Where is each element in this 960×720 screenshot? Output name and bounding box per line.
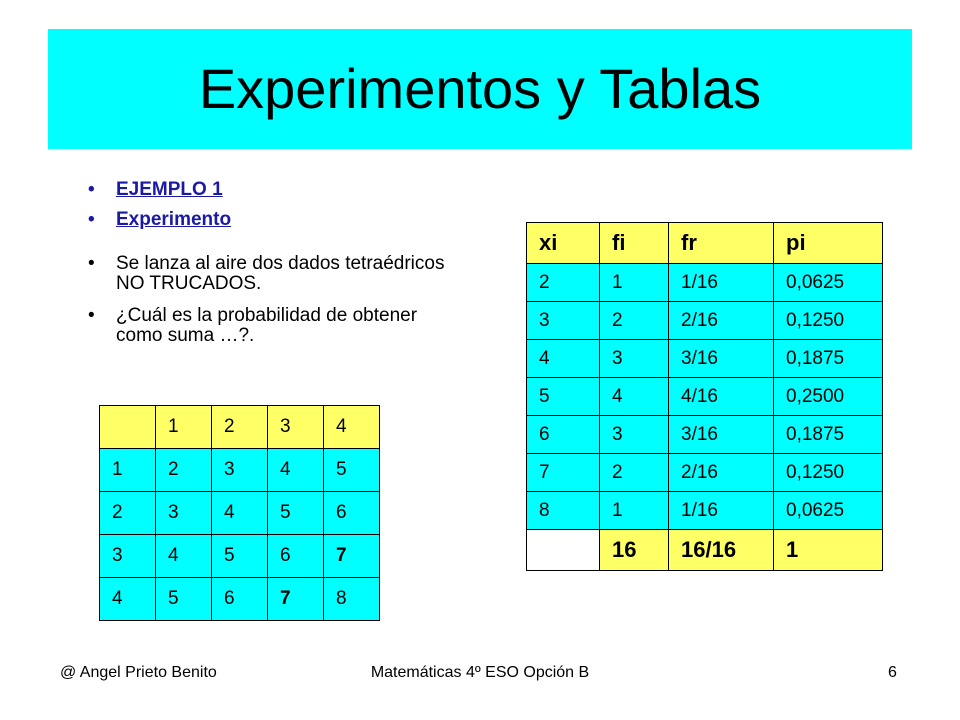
- table-cell: 1: [100, 449, 156, 492]
- table-cell: 3/16: [669, 340, 774, 378]
- table-cell: 7: [268, 578, 324, 621]
- table-header-cell: fi: [600, 223, 669, 264]
- table-cell: [527, 530, 600, 571]
- table-cell: [100, 406, 156, 449]
- table-cell: 5: [268, 492, 324, 535]
- table-header-cell: fr: [669, 223, 774, 264]
- footer-course: Matemáticas 4º ESO Opción B: [370, 664, 590, 681]
- table-cell: 0,0625: [774, 492, 883, 530]
- table-header-cell: xi: [527, 223, 600, 264]
- table-row: [527, 340, 883, 378]
- table-cell: 16: [600, 530, 669, 571]
- title-banner: [48, 29, 912, 149]
- table-cell: 6: [324, 492, 380, 535]
- table-cell: 3: [156, 492, 212, 535]
- table-cell: 5: [527, 378, 600, 416]
- table-cell: 4: [156, 535, 212, 578]
- table-cell: 0,1875: [774, 416, 883, 454]
- table-cell: 5: [156, 578, 212, 621]
- table-cell: 2: [156, 449, 212, 492]
- table-cell: 3: [527, 302, 600, 340]
- table-row: [527, 378, 883, 416]
- table-header-row: [527, 223, 883, 264]
- table-cell: 1/16: [669, 492, 774, 530]
- table-cell: 5: [324, 449, 380, 492]
- table-cell: 6: [212, 578, 268, 621]
- table-cell: 2: [100, 492, 156, 535]
- table-cell: 0,0625: [774, 264, 883, 302]
- table-cell: 5: [212, 535, 268, 578]
- table-cell: 1/16: [669, 264, 774, 302]
- table-cell: 16/16: [669, 530, 774, 571]
- statement-text: • Se lanza al aire dos dados tetraédricos NO TRUCADOS.: [88, 254, 448, 294]
- table-cell: 2: [212, 406, 268, 449]
- table-row: [527, 264, 883, 302]
- table-total-row: [527, 530, 883, 571]
- table-row: [527, 492, 883, 530]
- table-cell: 1: [156, 406, 212, 449]
- bullet-list: [88, 180, 448, 358]
- table-header-row: [100, 406, 380, 449]
- table-cell: 2/16: [669, 454, 774, 492]
- table-cell: 3: [600, 416, 669, 454]
- table-row: [527, 302, 883, 340]
- table-cell: 0,1250: [774, 302, 883, 340]
- table-cell: 8: [324, 578, 380, 621]
- table-cell: 2: [600, 302, 669, 340]
- example-link[interactable]: • EJEMPLO 1: [88, 180, 448, 200]
- table-cell: 2: [527, 264, 600, 302]
- table-cell: 4/16: [669, 378, 774, 416]
- table-cell: 2/16: [669, 302, 774, 340]
- table-cell: 7: [324, 535, 380, 578]
- table-cell: 3: [100, 535, 156, 578]
- table-row: [100, 535, 380, 578]
- table-row: [527, 416, 883, 454]
- footer-author: @ Angel Prieto Benito: [60, 664, 217, 681]
- table-cell: 3: [212, 449, 268, 492]
- table-cell: 6: [268, 535, 324, 578]
- table-cell: 2: [600, 454, 669, 492]
- dice-sum-table: [99, 405, 380, 621]
- table-cell: 4: [600, 378, 669, 416]
- table-cell: 1: [774, 530, 883, 571]
- table-cell: 4: [100, 578, 156, 621]
- slide-title: Experimentos y Tablas: [198, 57, 762, 120]
- table-cell: 0,1250: [774, 454, 883, 492]
- footer-page-number: 6: [888, 664, 897, 681]
- table-cell: 4: [527, 340, 600, 378]
- table-cell: 1: [600, 492, 669, 530]
- table-cell: 3: [268, 406, 324, 449]
- frequency-table: [526, 222, 883, 571]
- table-row: [527, 454, 883, 492]
- table-cell: 1: [600, 264, 669, 302]
- table-cell: 3: [600, 340, 669, 378]
- table-cell: 4: [212, 492, 268, 535]
- experiment-link[interactable]: • Experimento: [88, 210, 448, 230]
- question-text: • ¿Cuál es la probabilidad de obtener como suma …?.: [88, 306, 448, 346]
- table-cell: 0,1875: [774, 340, 883, 378]
- table-row: [100, 578, 380, 621]
- table-cell: 7: [527, 454, 600, 492]
- table-cell: 4: [324, 406, 380, 449]
- table-row: [100, 449, 380, 492]
- table-cell: 0,2500: [774, 378, 883, 416]
- table-row: [100, 492, 380, 535]
- table-cell: 6: [527, 416, 600, 454]
- table-cell: 3/16: [669, 416, 774, 454]
- table-header-cell: pi: [774, 223, 883, 264]
- table-cell: 4: [268, 449, 324, 492]
- table-cell: 8: [527, 492, 600, 530]
